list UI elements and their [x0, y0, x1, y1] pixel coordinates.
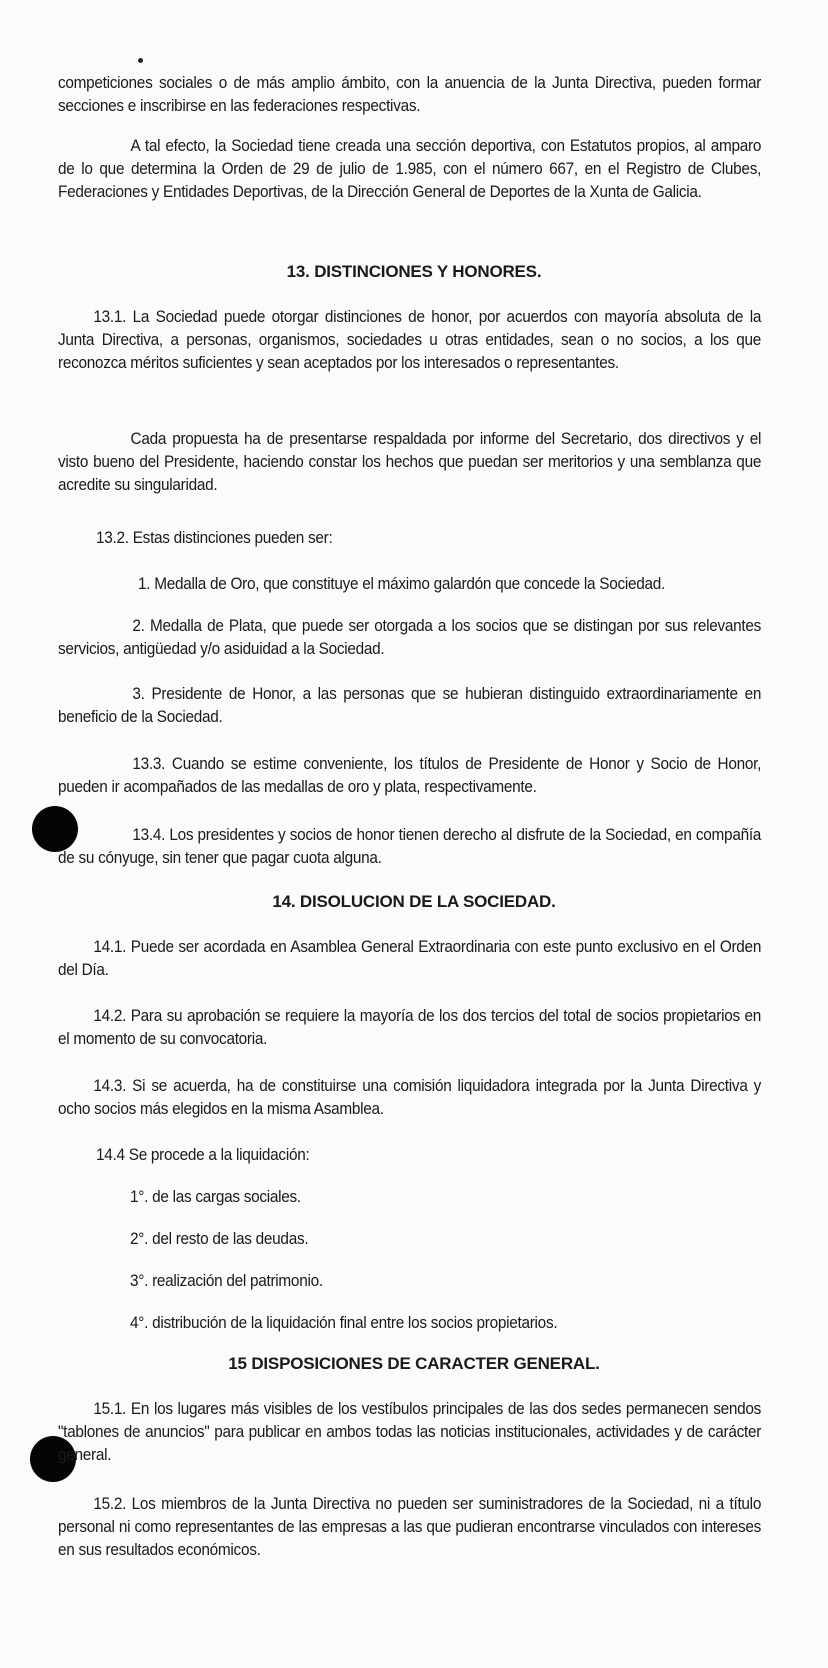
paragraph-text: 13.1. La Sociedad puede otorgar distinciones de honor, por acuerdos con mayoría absoluta de la Junta Directiva, a personas, organismos, sociedades u otras entidades, sean o no socios, a los que reconozca méritos suficientes y sean aceptados por los interesados o representantes.	[58, 308, 762, 372]
paragraph-text: 14.1. Puede ser acordada en Asamblea General Extraordinaria con este punto exclusivo en el Orden del Día.	[58, 938, 762, 979]
paragraph-text: Cada propuesta ha de presentarse respaldada por informe del Secretario, dos directivos y el visto bueno del Presidente, haciendo constar los hechos que puedan ser meritorios y una semblanza que acredite su singularidad.	[58, 430, 762, 494]
paragraph-text: 13.4. Los presidentes y socios de honor tienen derecho al disfrute de la Sociedad, en compañía de su cónyuge, sin tener que pagar cuota alguna.	[58, 826, 762, 867]
list-item-cargas: 1°. de las cargas sociales.	[130, 1188, 301, 1206]
paragraph-intro	[58, 72, 761, 118]
paragraph-13-1b	[58, 428, 761, 497]
paragraph-14-2	[58, 1005, 761, 1051]
paragraph-14-1	[58, 936, 761, 982]
paragraph-13-1	[58, 306, 761, 375]
section-heading-13: 13. DISTINCIONES Y HONORES.	[286, 262, 542, 281]
list-item-medalla-plata	[58, 615, 761, 661]
section-heading-15: 15 DISPOSICIONES DE CARACTER GENERAL.	[228, 1354, 600, 1373]
paragraph-14-3	[58, 1075, 761, 1121]
paragraph-text: 13.3. Cuando se estime conveniente, los títulos de Presidente de Honor y Socio de Honor, pueden ir acompañados de las medallas de oro y plata, respectivamente.	[58, 755, 762, 796]
list-item-distribucion: 4°. distribución de la liquidación final entre los socios propietarios.	[130, 1314, 558, 1332]
paragraph-text: competiciones sociales o de más amplio ámbito, con la anuencia de la Junta Directiva, pueden formar secciones e inscribirse en las federaciones respectivas.	[58, 74, 762, 115]
list-item-medalla-oro: 1. Medalla de Oro, que constituye el máximo galardón que concede la Sociedad.	[138, 575, 666, 593]
paragraph-text: 15.1. En los lugares más visibles de los vestíbulos principales de las dos sedes permanecen sendos "tablones de anuncios" para publicar en ambos todas las noticias institucionales, actividades y de carácter general.	[58, 1400, 762, 1464]
paragraph-15-2	[58, 1493, 761, 1562]
paragraph-text: 14.2. Para su aprobación se requiere la mayoría de los dos tercios del total de socios propietarios en el momento de su convocatoria.	[58, 1007, 762, 1048]
paragraph-15-1	[58, 1398, 761, 1467]
paragraph-13-2: 13.2. Estas distinciones pueden ser:	[96, 529, 333, 547]
paragraph-text: A tal efecto, la Sociedad tiene creada una sección deportiva, con Estatutos propios, al amparo de lo que determina la Orden de 29 de julio de 1.985, con el número 667, en el Registro de Clubes, Federaciones y Entidades Deportivas, de la Dirección General de Deportes de la Xunta de Galicia.	[58, 137, 762, 201]
paragraph-seccion-deportiva	[58, 135, 761, 204]
paragraph-14-4: 14.4 Se procede a la liquidación:	[96, 1146, 310, 1164]
paragraph-text: 3. Presidente de Honor, a las personas que se hubieran distinguido extraordinariamente en beneficio de la Sociedad.	[58, 685, 762, 726]
paragraph-text: 2. Medalla de Plata, que puede ser otorgada a los socios que se distingan por sus relevantes servicios, antigüedad y/o asiduidad a la Sociedad.	[58, 617, 762, 658]
paragraph-text: 15.2. Los miembros de la Junta Directiva no pueden ser suministradores de la Sociedad, ni a título personal ni como representantes de las empresas a las que pudieran encontrarse vinculados con intereses en sus resultados económicos.	[58, 1495, 762, 1559]
paragraph-13-3	[58, 753, 761, 799]
ink-speck	[138, 58, 143, 63]
section-heading-14: 14. DISOLUCION DE LA SOCIEDAD.	[272, 892, 556, 911]
list-item-deudas: 2°. del resto de las deudas.	[130, 1230, 309, 1248]
list-item-presidente-honor	[58, 683, 761, 729]
paragraph-13-4	[58, 824, 761, 870]
list-item-patrimonio: 3°. realización del patrimonio.	[130, 1272, 323, 1290]
paragraph-text: 14.3. Si se acuerda, ha de constituirse una comisión liquidadora integrada por la Junta Directiva y ocho socios más elegidos en la misma Asamblea.	[58, 1077, 762, 1118]
